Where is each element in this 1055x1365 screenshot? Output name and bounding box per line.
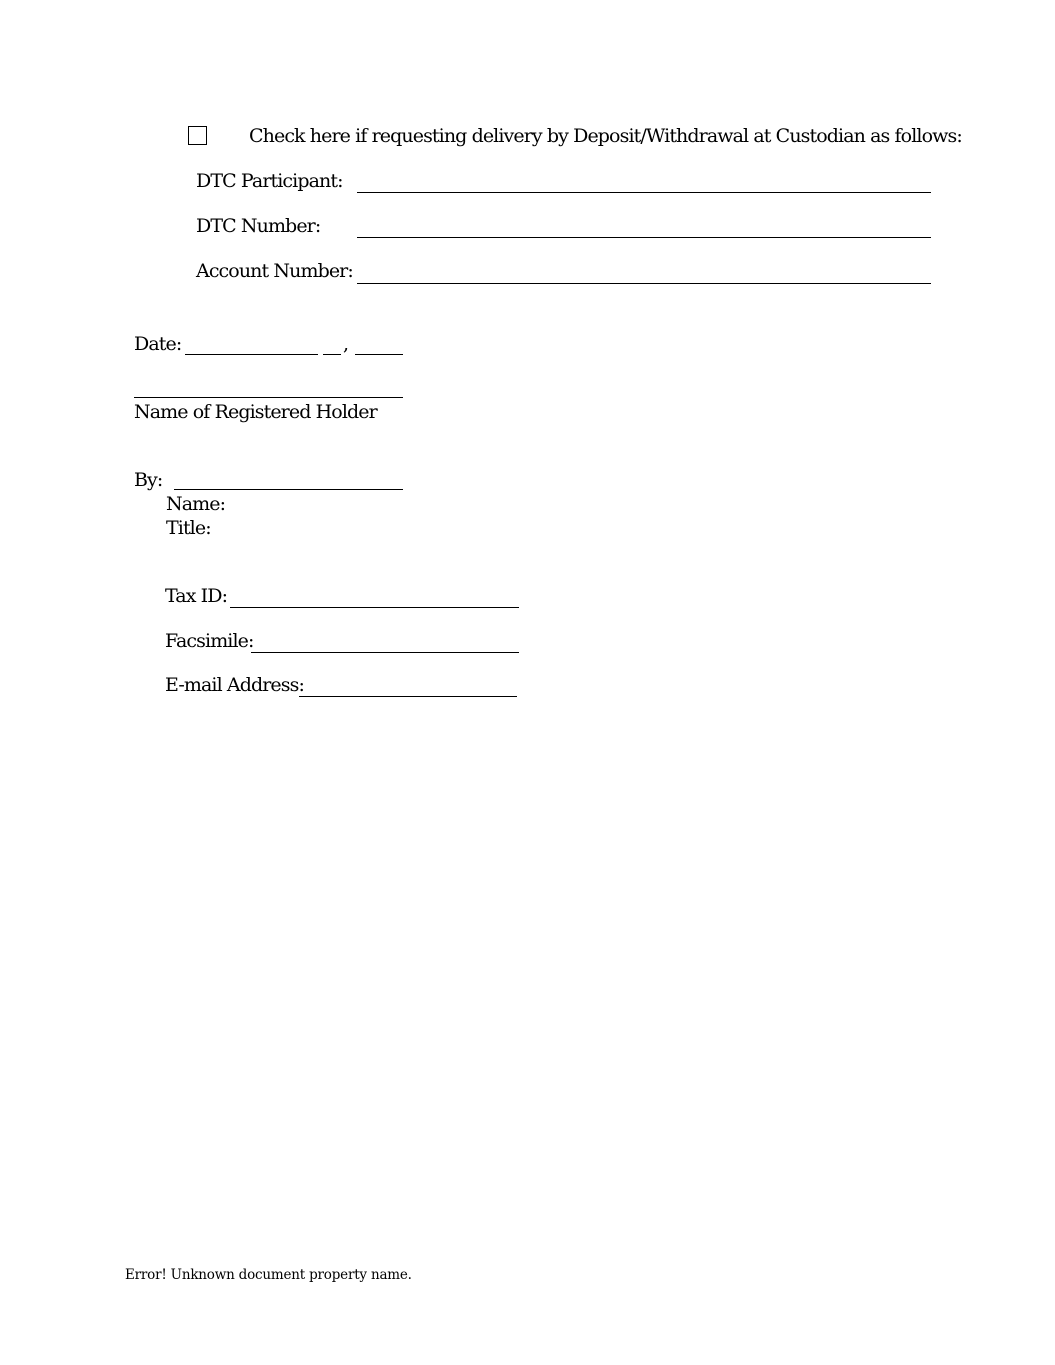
tax-id-label: Tax ID: (165, 585, 228, 607)
date-day-field[interactable] (323, 354, 341, 355)
checkbox-label: Check here if requesting delivery by Deposit/Withdrawal at Custodian as follows: (249, 125, 962, 147)
date-comma: , (343, 333, 349, 355)
tax-id-field[interactable] (230, 607, 519, 608)
registered-holder-caption: Name of Registered Holder (134, 401, 377, 423)
page-footer: Error! Unknown document property name. (125, 1267, 412, 1283)
email-field[interactable] (299, 696, 517, 697)
account-number-field[interactable] (357, 283, 931, 284)
registered-holder-name-field[interactable] (134, 397, 403, 398)
email-label: E-mail Address: (165, 674, 304, 696)
dtc-participant-label: DTC Participant: (196, 170, 343, 192)
date-year-field[interactable] (355, 354, 403, 355)
facsimile-label: Facsimile: (165, 630, 254, 652)
deposit-withdrawal-checkbox[interactable] (188, 126, 207, 145)
account-number-label: Account Number: (196, 260, 353, 282)
dtc-number-field[interactable] (357, 237, 931, 238)
date-label: Date: (134, 333, 182, 355)
signer-name-label: Name: (166, 493, 226, 515)
dtc-participant-field[interactable] (357, 192, 931, 193)
date-month-field[interactable] (185, 354, 318, 355)
by-label: By: (134, 469, 163, 491)
signature-field[interactable] (174, 489, 403, 490)
signer-title-label: Title: (166, 517, 211, 539)
dtc-number-label: DTC Number: (196, 215, 321, 237)
facsimile-field[interactable] (251, 652, 519, 653)
